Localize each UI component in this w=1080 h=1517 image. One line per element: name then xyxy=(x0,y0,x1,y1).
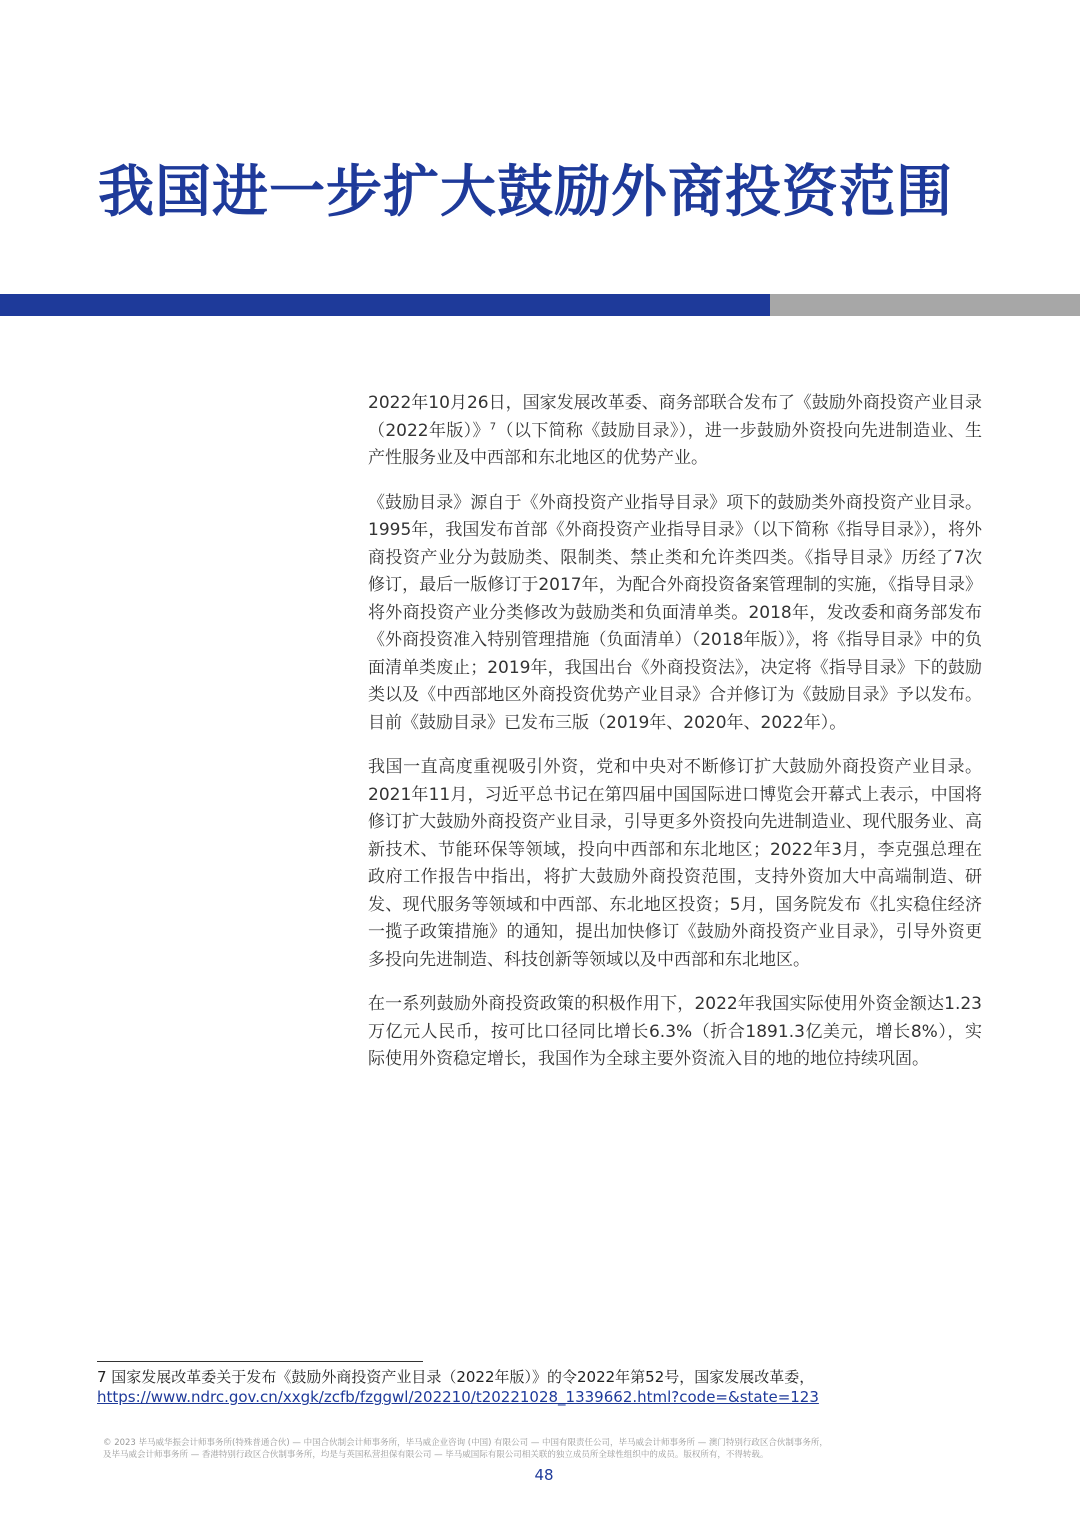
divider-blue-segment xyxy=(0,294,770,316)
paragraph-1-text-b: （以下简称《鼓励目录》），进一步鼓励外资投向先进制造业、生产性服务业及中西部和东北地区的优势产业。 xyxy=(368,420,982,468)
paragraph-4: 在一系列鼓励外商投资政策的积极作用下，2022年我国实际使用外资金额达1.23万亿元人民币，按可比口径同比增长6.3%（折合1891.3亿美元，增长8%），实际使用外资稳定增长，我国作为全球主要外资流入目的地的地位持续巩固。 xyxy=(368,994,982,1069)
page-number: 48 xyxy=(534,1466,554,1484)
paragraph-1-text-a: 2022年10月26日，国家发展改革委、商务部联合发布了《鼓励外商投资产业目录（2022年版）》 xyxy=(368,393,982,441)
body-text xyxy=(368,390,982,1091)
copyright-line-1: © 2023 毕马威华振会计师事务所(特殊普通合伙) — 中国合伙制会计师事务所，毕马威企业咨询 (中国) 有限公司 — 中国有限责任公司，毕马威会计师事务所 — 澳门特别行政区合伙制事务所， xyxy=(103,1438,828,1448)
divider-gray-segment xyxy=(770,294,1080,316)
header-divider-band xyxy=(0,294,1080,316)
footnote-ref-7[interactable]: 7 xyxy=(489,420,497,432)
footnote-text: 7 国家发展改革委关于发布《鼓励外商投资产业目录（2022年版）》的令2022年第52号，国家发展改革委， xyxy=(97,1368,815,1386)
footnote xyxy=(97,1367,997,1407)
footnote-link[interactable]: https://www.ndrc.gov.cn/xxgk/zcfb/fzggwl/202210/t20221028_1339662.html?code=&state=123 xyxy=(97,1388,819,1406)
copyright-line-2: 及毕马威会计师事务所 — 香港特别行政区合伙制事务所，均是与英国私营担保有限公司 — 毕马威国际有限公司相关联的独立成员所全球性组织中的成员。版权所有，不得转载。 xyxy=(103,1450,769,1460)
paragraph-3: 我国一直高度重视吸引外资，党和中央对不断修订扩大鼓励外商投资产业目录。2021年11月，习近平总书记在第四届中国国际进口博览会开幕式上表示，中国将修订扩大鼓励外商投资产业目录，引导更多外资投向先进制造业、现代服务业、高新技术、节能环保等领域，投向中西部和东北地区；2022年3月，李克强总理在政府工作报告中指出，将扩大鼓励外商投资范围，支持外资加大中高端制造、研发、现代服务等领域和中西部、东北地区投资；5月，国务院发布《扎实稳住经济一揽子政策措施》的通知，提出加快修订《鼓励外商投资产业目录》，引导外资更多投向先进制造、科技创新等领域以及中西部和东北地区。 xyxy=(368,757,982,970)
copyright-notice xyxy=(103,1437,983,1461)
footnote-separator xyxy=(97,1361,423,1362)
paragraph-2: 《鼓励目录》源自于《外商投资产业指导目录》项下的鼓励类外商投资产业目录。1995年，我国发布首部《外商投资产业指导目录》（以下简称《指导目录》），将外商投资产业分为鼓励类、限制类、禁止类和允许类四类。《指导目录》历经了7次修订，最后一版修订于2017年，为配合外商投资备案管理制的实施，《指导目录》将外商投资产业分类修改为鼓励类和负面清单类。2018年，发改委和商务部发布《外商投资准入特别管理措施（负面清单）（2018年版）》，将《指导目录》中的负面清单类废止；2019年，我国出台《外商投资法》，决定将《指导目录》下的鼓励类以及《中西部地区外商投资优势产业目录》合并修订为《鼓励目录》予以发布。目前《鼓励目录》已发布三版（2019年、2020年、2022年）。 xyxy=(368,492,982,733)
page-title: 我国进一步扩大鼓励外商投资范围 xyxy=(98,160,953,225)
paragraph-1 xyxy=(368,390,982,473)
